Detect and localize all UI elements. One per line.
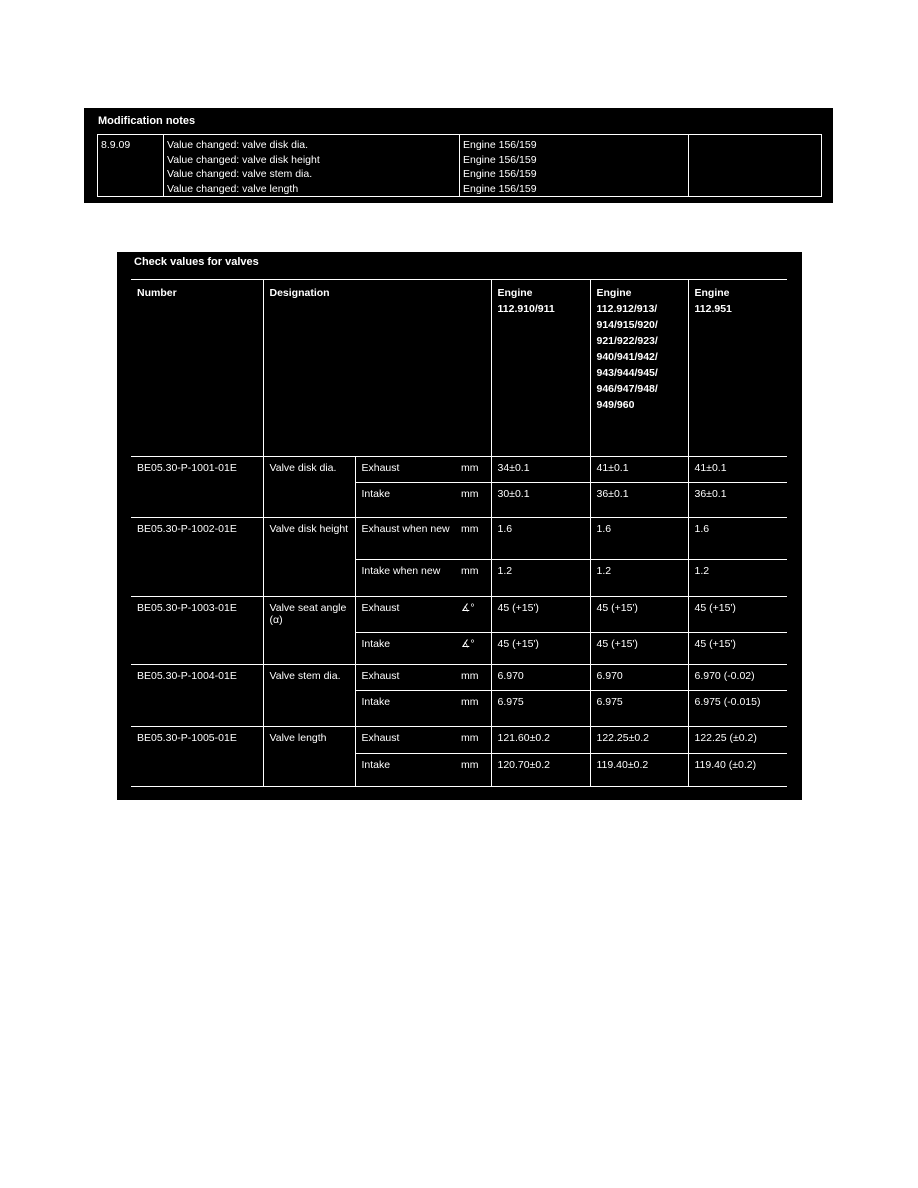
row-designation: Valve disk height [263,518,355,597]
sub-label: Intake [355,754,461,787]
sub-label: Intake [355,483,461,518]
value-engine-2: 41±0.1 [590,457,688,483]
value-engine-3: 1.6 [688,518,787,560]
sub-label: Exhaust [355,727,461,754]
header-row [131,280,787,457]
value-engine-1: 34±0.1 [491,457,590,483]
check-values-body [131,457,787,787]
modification-date: 8.9.09 [98,135,164,197]
value-engine-2: 122.25±0.2 [590,727,688,754]
row-number: BE05.30-P-1002-01E [131,518,263,597]
value-engine-2: 119.40±0.2 [590,754,688,787]
header-number: Number [131,280,263,457]
row-number: BE05.30-P-1004-01E [131,665,263,727]
modification-notes-title: Modification notes [98,115,196,127]
value-engine-2: 6.970 [590,665,688,691]
row-designation: Valve stem dia. [263,665,355,727]
check-values-title: Check values for valves [134,256,259,268]
applies-to-item: Engine 156/159 [463,182,537,195]
header-designation: Designation [263,280,491,457]
value-engine-1: 6.975 [491,691,590,727]
header-engine-2: Engine 112.912/913/ 914/915/920/ 921/922/923/ 940/941/942/ 943/944/945/ 946/947/948/ 949/960 [590,280,688,457]
change-item: Value changed: valve disk height [167,153,320,166]
value-engine-2: 6.975 [590,691,688,727]
value-engine-1: 30±0.1 [491,483,590,518]
applies-to-item: Engine 156/159 [463,153,537,166]
applies-to-item: Engine 156/159 [463,139,537,151]
unit-label: mm [461,560,491,597]
value-engine-3: 45 (+15') [688,633,787,665]
angle-unit-icon: ∡° [461,633,491,665]
value-engine-2: 45 (+15') [590,597,688,633]
header-engine-1: Engine 112.910/911 [491,280,590,457]
sub-label: Exhaust [355,457,461,483]
unit-label: mm [461,483,491,518]
row-number: BE05.30-P-1005-01E [131,727,263,787]
unit-label: mm [461,727,491,754]
value-engine-3: 45 (+15') [688,597,787,633]
modification-notes-panel [84,108,833,203]
sub-label: Intake [355,633,461,665]
unit-label: mm [461,665,491,691]
check-values-panel [117,252,802,800]
value-engine-1: 121.60±0.2 [491,727,590,754]
row-designation: Valve seat angle (α) [263,597,355,665]
value-engine-1: 45 (+15') [491,597,590,633]
unit-label: mm [461,457,491,483]
check-value-row [131,518,787,560]
sub-label: Exhaust [355,665,461,691]
value-engine-3: 6.970 (-0.02) [688,665,787,691]
sub-label: Intake [355,691,461,727]
change-item: Value changed: valve length [167,182,299,195]
unit-label: mm [461,754,491,787]
value-engine-3: 36±0.1 [688,483,787,518]
value-engine-1: 1.2 [491,560,590,597]
value-engine-2: 1.6 [590,518,688,560]
value-engine-3: 1.2 [688,560,787,597]
sub-label: Exhaust when new [355,518,461,560]
value-engine-1: 1.6 [491,518,590,560]
value-engine-3: 119.40 (±0.2) [688,754,787,787]
modification-empty-cell [689,135,822,197]
value-engine-1: 120.70±0.2 [491,754,590,787]
check-value-row [131,457,787,483]
header-engine-3: Engine 112.951 [694,287,732,315]
modification-changes [164,135,460,197]
check-value-row [131,597,787,633]
value-engine-2: 1.2 [590,560,688,597]
sub-label: Intake when new [355,560,461,597]
angle-unit-icon: ∡° [461,597,491,633]
unit-label: mm [461,518,491,560]
check-value-row [131,727,787,754]
unit-label: mm [461,691,491,727]
modification-notes-row [98,135,822,197]
modification-notes-table [97,134,822,197]
sub-label: Exhaust [355,597,461,633]
check-values-table [131,279,787,787]
row-designation: Valve length [263,727,355,787]
value-engine-3: 6.975 (-0.015) [688,691,787,727]
value-engine-1: 6.970 [491,665,590,691]
modification-applies-to [460,135,689,197]
change-item: Value changed: valve stem dia. [167,168,313,181]
applies-to-item: Engine 156/159 [463,168,537,181]
value-engine-2: 36±0.1 [590,483,688,518]
row-designation: Valve disk dia. [263,457,355,518]
value-engine-1: 45 (+15') [491,633,590,665]
row-number: BE05.30-P-1001-01E [131,457,263,518]
check-value-row [131,665,787,691]
row-number: BE05.30-P-1003-01E [131,597,263,665]
value-engine-2: 45 (+15') [590,633,688,665]
value-engine-3: 41±0.1 [688,457,787,483]
change-item: Value changed: valve disk dia. [167,139,309,151]
value-engine-3: 122.25 (±0.2) [688,727,787,754]
